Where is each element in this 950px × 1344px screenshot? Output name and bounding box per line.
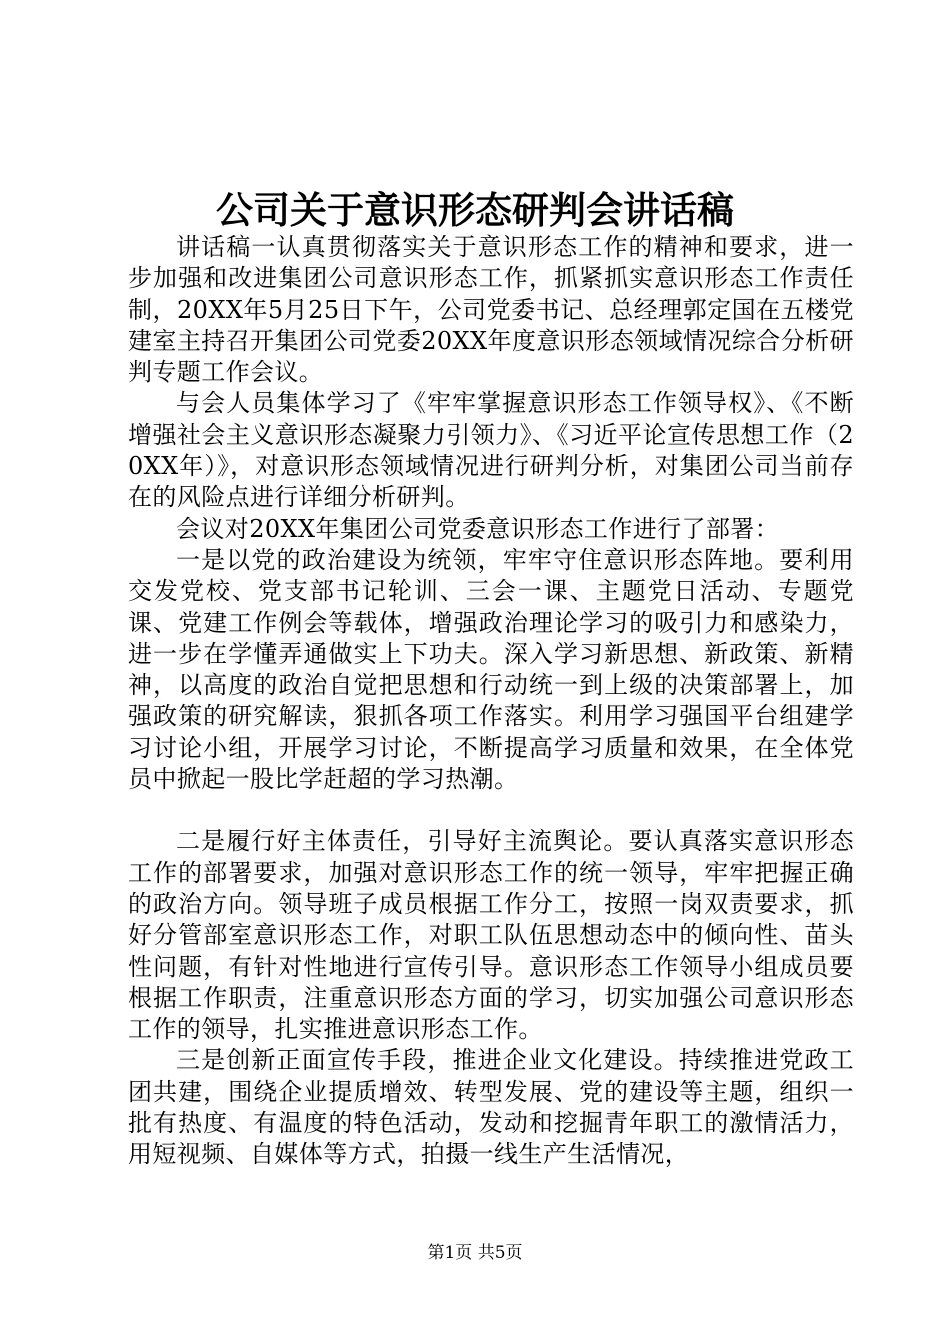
- paragraph-point-two: 二是履行好主体责任，引导好主流舆论。要认真落实意识形态工作的部署要求，加强对意识形态工作的统一领导，牢牢把握正确的政治方向。领导班子成员根据工作分工，按照一岗双责要求，抓好分管部室意识形态工作，对职工队伍思想动态中的倾向性、苗头性问题，有针对性地进行宣传引导。意识形态工作领导小组成员要根据工作职责，注重意识形态方面的学习，切实加强公司意识形态工作的领导，扎实推进意识形态工作。: [128, 827, 854, 1044]
- document-body: [128, 232, 854, 1171]
- paragraph-intro: 讲话稿一认真贯彻落实关于意识形态工作的精神和要求，进一步加强和改进集团公司意识形态工作，抓紧抓实意识形态工作责任制，20XX年5月25日下午，公司党委书记、总经理郭定国在五楼党建室主持召开集团公司党委20XX年度意识形态领域情况综合分析研判专题工作会议。: [128, 233, 854, 387]
- document-title: 公司关于意识形态研判会讲话稿: [216, 188, 734, 232]
- paragraph-study: 与会人员集体学习了《牢牢掌握意识形态工作领导权》、《不断增强社会主义意识形态凝聚力引领力》、《习近平论宣传思想工作（20XX年）》，对意识形态领域情况进行研判分析，对集团公司当前存在的风险点进行详细分析研判。: [128, 389, 854, 512]
- page-number-footer: 第1页 共5页: [427, 1243, 523, 1263]
- paragraph-point-three: 三是创新正面宣传手段，推进企业文化建设。持续推进党政工团共建，围绕企业提质增效、转型发展、党的建设等主题，组织一批有热度、有温度的特色活动，发动和挖掘青年职工的激情活力，用短视频、自媒体等方式，拍摄一线生产生活情况，: [128, 1046, 854, 1169]
- paragraph-deployment: 会议对20XX年集团公司党委意识形态工作进行了部署：: [176, 514, 780, 543]
- paragraph-point-one: 一是以党的政治建设为统领，牢牢守住意识形态阵地。要利用交发党校、党支部书记轮训、三会一课、主题党日活动、专题党课、党建工作例会等载体，增强政治理论学习的吸引力和感染力，进一步在学懂弄通做实上下功夫。深入学习新思想、新政策、新精神，以高度的政治自觉把思想和行动统一到上级的决策部署上，加强政策的研究解读，狠抓各项工作落实。利用学习强国平台组建学习讨论小组，开展学习讨论，不断提高学习质量和效果，在全体党员中掀起一股比学赶超的学习热潮。: [128, 545, 854, 794]
